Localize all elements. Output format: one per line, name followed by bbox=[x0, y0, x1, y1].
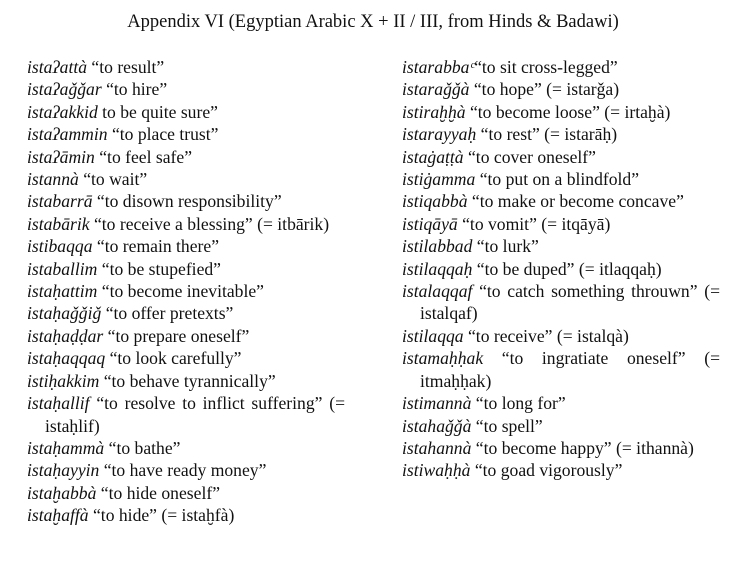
entry-term: istarayyaḥ bbox=[402, 124, 477, 145]
entry-term: istibaqqa bbox=[27, 236, 93, 257]
entry-gloss: “to long for” bbox=[471, 393, 566, 414]
entry-gloss: “to become inevitable” bbox=[97, 281, 264, 302]
entry-term: istabārik bbox=[27, 213, 90, 234]
entry bbox=[402, 123, 720, 145]
entry bbox=[402, 258, 720, 280]
entry-gloss: “to goad vigorously” bbox=[470, 460, 623, 481]
entry bbox=[27, 258, 345, 280]
entry-term: istimannà bbox=[402, 393, 472, 414]
entry-term: istahannà bbox=[402, 437, 472, 458]
entry-term: istiḥakkim bbox=[27, 370, 100, 391]
entry bbox=[27, 56, 345, 78]
entry bbox=[27, 392, 345, 437]
entry bbox=[27, 504, 345, 526]
entry-gloss: “to receive a blessing” (= itbārik) bbox=[89, 213, 330, 234]
entry bbox=[27, 302, 345, 324]
entry-term: istahaǧǧà bbox=[402, 415, 472, 436]
entry-gloss: “to disown responsibility” bbox=[92, 191, 282, 212]
entry bbox=[27, 101, 345, 123]
entry-term: istaḫaffà bbox=[27, 505, 89, 526]
entry-gloss: “to look carefully” bbox=[105, 348, 242, 369]
entry bbox=[402, 280, 720, 325]
entry-gloss: “to prepare oneself” bbox=[103, 325, 250, 346]
entry-gloss: “to resolve to inflict suffering” (= istaḥlif) bbox=[45, 393, 345, 436]
entry-term: istaballim bbox=[27, 258, 98, 279]
entry bbox=[27, 235, 345, 257]
entry-gloss: “to spell” bbox=[471, 415, 543, 436]
entry-term: istaḥaǧǧiǧ bbox=[27, 303, 102, 324]
entry bbox=[27, 123, 345, 145]
entry-gloss: “to wait” bbox=[78, 169, 148, 190]
entry bbox=[402, 146, 720, 168]
entry-gloss: “to hide” (= istaḫfà) bbox=[88, 505, 235, 526]
entry-term: istiqabbà bbox=[402, 191, 468, 212]
entry-gloss: to be quite sure” bbox=[97, 101, 218, 122]
entry-gloss: “to place trust” bbox=[107, 124, 219, 145]
left-column bbox=[27, 56, 345, 527]
entry-gloss: “to vomit” (= itqāyā) bbox=[457, 213, 611, 234]
entry-term: istaġaṭṭà bbox=[402, 146, 464, 167]
entry bbox=[27, 168, 345, 190]
entry-gloss: “to ingratiate oneself” (= itmaḥḥak) bbox=[420, 348, 720, 391]
entry-term: istaḥayyin bbox=[27, 460, 100, 481]
entry bbox=[402, 415, 720, 437]
entry-term: istilaqqaḥ bbox=[402, 258, 473, 279]
entry-term: istaʔammin bbox=[27, 124, 108, 145]
entry bbox=[27, 437, 345, 459]
entry-term: istamaḥḥak bbox=[402, 348, 484, 369]
entry-gloss: “to be duped” (= itlaqqaḥ) bbox=[472, 258, 662, 279]
entry bbox=[402, 235, 720, 257]
right-column bbox=[402, 56, 720, 482]
entry-term: istaḥammà bbox=[27, 437, 105, 458]
entry-gloss: “to make or become concave” bbox=[467, 191, 684, 212]
entry bbox=[27, 146, 345, 168]
entry bbox=[402, 190, 720, 212]
entry-gloss: “to result” bbox=[87, 57, 165, 77]
entry bbox=[27, 347, 345, 369]
entry-term: istaʔakkid bbox=[27, 101, 98, 122]
entry-term: istabarrā bbox=[27, 191, 93, 212]
entry-term: istaḫabbà bbox=[27, 482, 97, 503]
entry bbox=[402, 213, 720, 235]
entry-term: istaʔaǧǧar bbox=[27, 79, 102, 100]
entry-term: istaḥattim bbox=[27, 281, 98, 302]
entry-term: istilabbad bbox=[402, 236, 473, 257]
entry-gloss: “to sit cross-legged” bbox=[474, 57, 618, 77]
entry-gloss: “to behave tyrannically” bbox=[99, 370, 276, 391]
entry-gloss: “to put on a blindfold” bbox=[475, 169, 640, 190]
entry bbox=[402, 347, 720, 392]
entry-gloss: “to receive” (= istalqà) bbox=[463, 325, 629, 346]
entry-gloss: “to remain there” bbox=[92, 236, 220, 257]
entry bbox=[402, 101, 720, 123]
entry-term: istaʔāmin bbox=[27, 146, 95, 167]
entry-gloss: “to hope” (= istarǧa) bbox=[469, 79, 620, 100]
entry-gloss: “to cover oneself” bbox=[463, 146, 596, 167]
entry bbox=[402, 168, 720, 190]
entry-term: istaraǧǧà bbox=[402, 79, 470, 100]
entry bbox=[402, 56, 720, 78]
entry-term: istannà bbox=[27, 169, 79, 190]
entry-term: istaḥallif bbox=[27, 393, 90, 414]
entry-term: istarabbaᶜ bbox=[402, 57, 475, 77]
entry-gloss: “to become loose” (= irtaḫà) bbox=[465, 101, 671, 122]
entry bbox=[27, 78, 345, 100]
entry bbox=[27, 370, 345, 392]
entry-gloss: “to hire” bbox=[101, 79, 168, 100]
entry bbox=[27, 213, 345, 235]
entry bbox=[402, 459, 720, 481]
entry-term: istaḥaḍḍar bbox=[27, 325, 104, 346]
entry-gloss: “to hide oneself” bbox=[96, 482, 221, 503]
entry bbox=[27, 325, 345, 347]
entry-term: istiraḫḫà bbox=[402, 101, 466, 122]
entry bbox=[402, 437, 720, 459]
entry-term: istaḥaqqaq bbox=[27, 348, 106, 369]
entry-term: istiwaḥḥà bbox=[402, 460, 471, 481]
entry-gloss: “to have ready money” bbox=[99, 460, 267, 481]
entry-gloss: “to rest” (= istarāḥ) bbox=[476, 124, 618, 145]
entry bbox=[402, 392, 720, 414]
entry bbox=[27, 280, 345, 302]
entry-gloss: “to bathe” bbox=[104, 437, 181, 458]
entry-term: istalaqqaf bbox=[402, 281, 473, 302]
entry-term: istiġamma bbox=[402, 169, 476, 190]
entry bbox=[402, 325, 720, 347]
entry-term: istaʔattà bbox=[27, 57, 88, 77]
entry-gloss: “to become happy” (= ithannà) bbox=[471, 437, 694, 458]
entry-gloss: “to lurk” bbox=[472, 236, 539, 257]
entry-gloss: “to offer pretexts” bbox=[101, 303, 234, 324]
entry bbox=[402, 78, 720, 100]
entry-gloss: “to be stupefied” bbox=[97, 258, 221, 279]
entry-term: istilaqqa bbox=[402, 325, 464, 346]
entry-gloss: “to catch something throuwn” (= istalqaf) bbox=[420, 281, 720, 324]
entry-gloss: “to feel safe” bbox=[94, 146, 193, 167]
page-title: Appendix VI (Egyptian Arabic X + II / III, from Hinds & Badawi) bbox=[127, 12, 619, 32]
entry bbox=[27, 459, 345, 481]
entry-term: istiqāyā bbox=[402, 213, 458, 234]
entry bbox=[27, 482, 345, 504]
entry bbox=[27, 190, 345, 212]
